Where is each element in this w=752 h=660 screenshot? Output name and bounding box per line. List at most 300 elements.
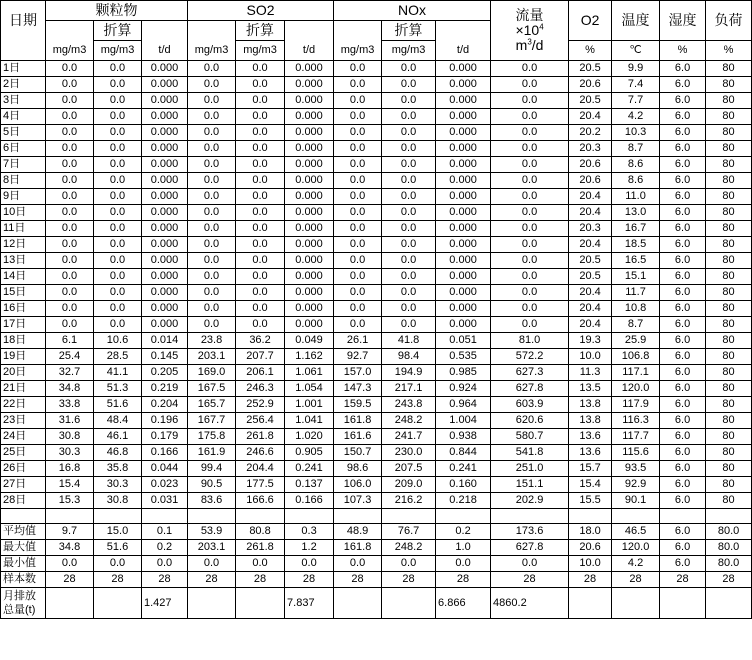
cell-nox-converted: 0.0 — [382, 141, 436, 157]
cell-particulate-converted: 0.0 — [94, 317, 142, 333]
cell-so2-converted: 252.9 — [236, 397, 285, 413]
total-label: 月排放总量(t) — [1, 588, 46, 619]
cell-nox-converted: 0.0 — [382, 205, 436, 221]
cell-particulate-converted: 48.4 — [94, 413, 142, 429]
cell-so2: 0.0 — [188, 141, 236, 157]
cell-temp: 117.9 — [612, 397, 660, 413]
cell-so2-converted: 177.5 — [236, 477, 285, 493]
cell-date: 9日 — [1, 189, 46, 205]
cell-particulate-converted: 0.0 — [94, 221, 142, 237]
flow-header-unit-tail: /d — [531, 37, 544, 53]
cell-nox-converted: 41.8 — [382, 333, 436, 349]
cell-particulate: 34.8 — [46, 381, 94, 397]
cell-so2-converted: 80.8 — [236, 524, 285, 540]
cell-so2-td: 1.001 — [285, 397, 334, 413]
cell-humidity: 6.0 — [660, 349, 706, 365]
cell-date: 样本数 — [1, 572, 46, 588]
cell-nox: 98.6 — [334, 461, 382, 477]
cell-humidity: 6.0 — [660, 365, 706, 381]
cell-humidity: 6.0 — [660, 173, 706, 189]
cell-nox-converted: 0.0 — [382, 173, 436, 189]
cell-nox-converted: 230.0 — [382, 445, 436, 461]
cell-nox-td: 0.000 — [436, 157, 491, 173]
cell-so2-converted: 0.0 — [236, 157, 285, 173]
cell-so2-td: 0.000 — [285, 93, 334, 109]
cell-so2-converted: 246.3 — [236, 381, 285, 397]
cell-humidity: 28 — [660, 572, 706, 588]
cell-so2-converted: 0.0 — [236, 556, 285, 572]
cell-temp: 8.6 — [612, 157, 660, 173]
cell-so2-converted: 261.8 — [236, 540, 285, 556]
cell-so2-td: 0.000 — [285, 237, 334, 253]
cell-humidity: 6.0 — [660, 109, 706, 125]
cell-nox: 28 — [334, 572, 382, 588]
cell-o2: 15.7 — [569, 461, 612, 477]
cell-nox: 26.1 — [334, 333, 382, 349]
cell-nox-td: 0.000 — [436, 269, 491, 285]
cell-so2-td: 1.054 — [285, 381, 334, 397]
cell-temp: 120.0 — [612, 540, 660, 556]
cell-flow: 0.0 — [491, 253, 569, 269]
cell-so2-converted: 0.0 — [236, 253, 285, 269]
cell-o2: 13.5 — [569, 381, 612, 397]
cell-nox-td: 0.000 — [436, 173, 491, 189]
cell-load: 80 — [706, 141, 752, 157]
cell-particulate: 0.0 — [46, 556, 94, 572]
cell-load: 80 — [706, 397, 752, 413]
cell-humidity: 6.0 — [660, 77, 706, 93]
cell-humidity: 6.0 — [660, 157, 706, 173]
cell-particulate-td: 0.023 — [142, 477, 188, 493]
cell-o2: 20.4 — [569, 109, 612, 125]
stats-row — [1, 556, 752, 572]
cell-nox: 0.0 — [334, 141, 382, 157]
cell-temp: 25.9 — [612, 333, 660, 349]
cell-so2-td: 1.020 — [285, 429, 334, 445]
table-row — [1, 285, 752, 301]
cell-nox-converted: 248.2 — [382, 540, 436, 556]
cell-flow: 0.0 — [491, 109, 569, 125]
cell-humidity: 6.0 — [660, 61, 706, 77]
cell-nox-td: 0.000 — [436, 237, 491, 253]
cell-so2-converted: 204.4 — [236, 461, 285, 477]
cell-nox-converted: 0.0 — [382, 301, 436, 317]
cell-flow: 572.2 — [491, 349, 569, 365]
table-row — [1, 221, 752, 237]
cell-particulate-td: 0.179 — [142, 429, 188, 445]
cell-nox: 107.3 — [334, 493, 382, 509]
cell-nox-converted: 0.0 — [382, 77, 436, 93]
cell-so2-converted: 0.0 — [236, 109, 285, 125]
cell-o2: 15.4 — [569, 477, 612, 493]
cell-particulate-td: 0.000 — [142, 141, 188, 157]
cell-load: 80.0 — [706, 524, 752, 540]
cell-temp: 4.2 — [612, 556, 660, 572]
cell-date: 25日 — [1, 445, 46, 461]
cell-so2: 0.0 — [188, 301, 236, 317]
cell-o2: 19.3 — [569, 333, 612, 349]
cell-flow: 620.6 — [491, 413, 569, 429]
cell-particulate: 0.0 — [46, 157, 94, 173]
stats-row — [1, 524, 752, 540]
cell-so2-td: 0.000 — [285, 173, 334, 189]
cell-so2-td: 1.2 — [285, 540, 334, 556]
cell-date: 6日 — [1, 141, 46, 157]
header-row-3 — [1, 41, 752, 61]
cell-so2: 167.5 — [188, 381, 236, 397]
particulate-unit: mg/m3 — [46, 41, 94, 61]
cell-flow: 603.9 — [491, 397, 569, 413]
cell-so2-converted: 246.6 — [236, 445, 285, 461]
table-row — [1, 333, 752, 349]
cell-nox-td: 0.2 — [436, 524, 491, 540]
cell-so2-converted: 0.0 — [236, 205, 285, 221]
cell-flow: 173.6 — [491, 524, 569, 540]
cell-so2-td: 0.000 — [285, 61, 334, 77]
cell-so2: 203.1 — [188, 540, 236, 556]
cell-so2-td: 0.0 — [285, 556, 334, 572]
cell-nox-converted: 207.5 — [382, 461, 436, 477]
cell-humidity: 6.0 — [660, 397, 706, 413]
cell-date: 平均值 — [1, 524, 46, 540]
cell-o2: 11.3 — [569, 365, 612, 381]
cell-particulate-converted: 0.0 — [94, 93, 142, 109]
cell-load: 80 — [706, 125, 752, 141]
cell-particulate-converted: 28 — [94, 572, 142, 588]
cell-particulate-converted: 0.0 — [94, 141, 142, 157]
cell-so2: 0.0 — [188, 77, 236, 93]
cell-nox-td: 0.844 — [436, 445, 491, 461]
cell-humidity: 6.0 — [660, 540, 706, 556]
cell-particulate: 25.4 — [46, 349, 94, 365]
cell-o2: 20.4 — [569, 317, 612, 333]
cell-temp: 28 — [612, 572, 660, 588]
cell-so2: 90.5 — [188, 477, 236, 493]
cell-nox-converted: 0.0 — [382, 109, 436, 125]
cell-nox-converted: 76.7 — [382, 524, 436, 540]
table-row — [1, 269, 752, 285]
cell-o2: 20.6 — [569, 540, 612, 556]
cell-o2: 20.4 — [569, 189, 612, 205]
cell-humidity: 6.0 — [660, 125, 706, 141]
cell-so2-converted: 28 — [236, 572, 285, 588]
cell-so2-converted: 0.0 — [236, 173, 285, 189]
cell-nox-td: 0.985 — [436, 365, 491, 381]
cell-temp: 120.0 — [612, 381, 660, 397]
cell-so2: 0.0 — [188, 189, 236, 205]
cell-so2-td: 0.000 — [285, 285, 334, 301]
cell-flow: 251.0 — [491, 461, 569, 477]
cell-particulate: 15.4 — [46, 477, 94, 493]
cell-so2-converted: 0.0 — [236, 269, 285, 285]
cell-so2: 83.6 — [188, 493, 236, 509]
cell-o2: 20.3 — [569, 221, 612, 237]
table-row — [1, 189, 752, 205]
table-row — [1, 445, 752, 461]
cell-nox-converted: 28 — [382, 572, 436, 588]
cell-so2-td: 0.000 — [285, 141, 334, 157]
so2-converted-header: 折算 — [236, 21, 285, 41]
cell-o2: 10.0 — [569, 349, 612, 365]
cell-temp: 11.0 — [612, 189, 660, 205]
cell-temp: 16.7 — [612, 221, 660, 237]
cell-humidity: 6.0 — [660, 301, 706, 317]
cell-temp: 13.0 — [612, 205, 660, 221]
cell-so2: 0.0 — [188, 269, 236, 285]
cell-so2: 0.0 — [188, 317, 236, 333]
cell-humidity: 6.0 — [660, 477, 706, 493]
cell-so2-td: 1.061 — [285, 365, 334, 381]
particulate-converted-header: 折算 — [94, 21, 142, 41]
cell-so2-td: 0.905 — [285, 445, 334, 461]
cell-flow: 28 — [491, 572, 569, 588]
cell-so2: 0.0 — [188, 205, 236, 221]
cell-load: 80 — [706, 109, 752, 125]
cell-particulate-converted: 0.0 — [94, 285, 142, 301]
cell-nox: 161.8 — [334, 413, 382, 429]
cell-so2-td: 0.000 — [285, 301, 334, 317]
cell-so2-td: 0.000 — [285, 221, 334, 237]
cell-so2-converted: 0.0 — [236, 93, 285, 109]
cell-particulate-converted: 0.0 — [94, 269, 142, 285]
cell-date: 26日 — [1, 461, 46, 477]
total-row — [1, 588, 752, 619]
cell-particulate-converted: 30.3 — [94, 477, 142, 493]
cell-so2-converted: 0.0 — [236, 317, 285, 333]
flow-header-label: 流量 — [515, 7, 544, 23]
cell-particulate-td: 0.000 — [142, 317, 188, 333]
cell-particulate-td: 0.000 — [142, 77, 188, 93]
cell-flow: 0.0 — [491, 141, 569, 157]
cell-so2: 169.0 — [188, 365, 236, 381]
cell-nox-td: 0.000 — [436, 189, 491, 205]
cell-so2: 0.0 — [188, 173, 236, 189]
cell-so2-td: 0.049 — [285, 333, 334, 349]
cell-particulate-converted: 10.6 — [94, 333, 142, 349]
cell-particulate-converted: 0.0 — [94, 301, 142, 317]
cell-nox-td: 0.000 — [436, 285, 491, 301]
cell-temp: 93.5 — [612, 461, 660, 477]
cell-so2-converted: 0.0 — [236, 189, 285, 205]
cell-date: 最小值 — [1, 556, 46, 572]
flow-header-unit-exp: 3 — [527, 37, 532, 47]
cell-so2-converted: 0.0 — [236, 61, 285, 77]
cell-nox-td: 0.938 — [436, 429, 491, 445]
cell-particulate-td: 0.000 — [142, 157, 188, 173]
cell-nox: 0.0 — [334, 109, 382, 125]
spacer-row — [1, 509, 752, 524]
cell-particulate: 0.0 — [46, 173, 94, 189]
cell-so2: 0.0 — [188, 285, 236, 301]
cell-load: 80 — [706, 301, 752, 317]
particulate-converted-unit: mg/m3 — [94, 41, 142, 61]
cell-load: 80 — [706, 269, 752, 285]
cell-particulate-td: 0.000 — [142, 253, 188, 269]
cell-o2: 13.6 — [569, 445, 612, 461]
cell-particulate: 0.0 — [46, 253, 94, 269]
table-row — [1, 365, 752, 381]
cell-so2: 0.0 — [188, 556, 236, 572]
cell-particulate-converted: 0.0 — [94, 173, 142, 189]
cell-temp: 18.5 — [612, 237, 660, 253]
cell-so2-converted: 206.1 — [236, 365, 285, 381]
cell-particulate-converted: 0.0 — [94, 109, 142, 125]
cell-so2: 0.0 — [188, 61, 236, 77]
cell-particulate-converted: 0.0 — [94, 237, 142, 253]
cell-particulate: 9.7 — [46, 524, 94, 540]
cell-nox: 106.0 — [334, 477, 382, 493]
cell-temp: 15.1 — [612, 269, 660, 285]
cell-particulate-td: 0.2 — [142, 540, 188, 556]
cell-so2: 0.0 — [188, 237, 236, 253]
cell-o2: 20.4 — [569, 285, 612, 301]
cell-load: 80 — [706, 413, 752, 429]
table-row — [1, 413, 752, 429]
cell-date: 5日 — [1, 125, 46, 141]
cell-particulate-converted: 0.0 — [94, 157, 142, 173]
table-row — [1, 157, 752, 173]
cell-flow: 0.0 — [491, 237, 569, 253]
cell-temp: 117.1 — [612, 365, 660, 381]
cell-so2-td: 0.000 — [285, 77, 334, 93]
cell-load: 80 — [706, 93, 752, 109]
cell-particulate: 0.0 — [46, 125, 94, 141]
table-row — [1, 349, 752, 365]
cell-nox: 0.0 — [334, 173, 382, 189]
cell-load: 80 — [706, 221, 752, 237]
cell-date: 22日 — [1, 397, 46, 413]
cell-particulate-converted: 0.0 — [94, 125, 142, 141]
cell-temp: 8.6 — [612, 173, 660, 189]
cell-flow: 0.0 — [491, 189, 569, 205]
cell-load: 80 — [706, 445, 752, 461]
nox-header: NOx — [334, 1, 491, 21]
cell-o2: 10.0 — [569, 556, 612, 572]
cell-o2: 13.8 — [569, 397, 612, 413]
cell-load: 80 — [706, 205, 752, 221]
cell-load: 28 — [706, 572, 752, 588]
cell-so2: 203.1 — [188, 349, 236, 365]
cell-so2: 99.4 — [188, 461, 236, 477]
cell-nox-converted: 0.0 — [382, 157, 436, 173]
flow-header-unit-m: m — [515, 37, 528, 53]
cell-particulate-converted: 35.8 — [94, 461, 142, 477]
cell-date: 最大值 — [1, 540, 46, 556]
cell-temp: 10.8 — [612, 301, 660, 317]
cell-so2-td: 0.000 — [285, 157, 334, 173]
cell-flow: 580.7 — [491, 429, 569, 445]
cell-flow: 0.0 — [491, 285, 569, 301]
cell-particulate-converted: 41.1 — [94, 365, 142, 381]
cell-date: 28日 — [1, 493, 46, 509]
cell-load: 80 — [706, 317, 752, 333]
cell-particulate: 0.0 — [46, 61, 94, 77]
cell-particulate: 0.0 — [46, 141, 94, 157]
humidity-header: 湿度 — [660, 1, 706, 41]
cell-so2-converted: 261.8 — [236, 429, 285, 445]
cell-so2-td: 0.000 — [285, 189, 334, 205]
cell-flow: 0.0 — [491, 317, 569, 333]
cell-so2-td: 28 — [285, 572, 334, 588]
cell-o2: 20.6 — [569, 173, 612, 189]
cell-particulate-converted: 0.0 — [94, 189, 142, 205]
cell-nox-td: 0.000 — [436, 61, 491, 77]
table-row — [1, 301, 752, 317]
cell-humidity: 6.0 — [660, 141, 706, 157]
cell-so2-td: 0.000 — [285, 205, 334, 221]
cell-nox-converted: 243.8 — [382, 397, 436, 413]
cell-so2-converted: 166.6 — [236, 493, 285, 509]
cell-temp: 9.9 — [612, 61, 660, 77]
cell-particulate: 0.0 — [46, 189, 94, 205]
total-nox: 6.866 — [436, 588, 491, 619]
cell-so2-td: 0.241 — [285, 461, 334, 477]
cell-humidity: 6.0 — [660, 269, 706, 285]
cell-so2-converted: 0.0 — [236, 77, 285, 93]
cell-so2-converted: 0.0 — [236, 125, 285, 141]
table-row — [1, 125, 752, 141]
cell-date: 1日 — [1, 61, 46, 77]
cell-so2: 23.8 — [188, 333, 236, 349]
cell-date: 10日 — [1, 205, 46, 221]
cell-so2: 161.9 — [188, 445, 236, 461]
particulate-td-unit: t/d — [142, 41, 188, 61]
cell-nox: 0.0 — [334, 77, 382, 93]
flow-header-exp: 4 — [539, 22, 544, 32]
cell-particulate: 0.0 — [46, 301, 94, 317]
cell-date: 14日 — [1, 269, 46, 285]
cell-so2-converted: 0.0 — [236, 237, 285, 253]
humidity-unit: % — [660, 41, 706, 61]
cell-nox: 0.0 — [334, 157, 382, 173]
cell-nox-td: 0.218 — [436, 493, 491, 509]
cell-particulate-td: 0.145 — [142, 349, 188, 365]
so2-converted-unit: mg/m3 — [236, 41, 285, 61]
cell-temp: 116.3 — [612, 413, 660, 429]
cell-particulate: 6.1 — [46, 333, 94, 349]
cell-load: 80 — [706, 493, 752, 509]
o2-unit: % — [569, 41, 612, 61]
cell-nox: 0.0 — [334, 93, 382, 109]
cell-load: 80 — [706, 349, 752, 365]
cell-so2: 0.0 — [188, 157, 236, 173]
cell-load: 80 — [706, 333, 752, 349]
cell-date: 18日 — [1, 333, 46, 349]
cell-nox: 92.7 — [334, 349, 382, 365]
cell-particulate: 0.0 — [46, 109, 94, 125]
cell-nox-converted: 0.0 — [382, 189, 436, 205]
cell-nox-converted: 98.4 — [382, 349, 436, 365]
so2-unit: mg/m3 — [188, 41, 236, 61]
cell-particulate: 0.0 — [46, 269, 94, 285]
cell-so2-td: 1.162 — [285, 349, 334, 365]
cell-load: 80 — [706, 173, 752, 189]
cell-nox: 0.0 — [334, 269, 382, 285]
header-row-1 — [1, 1, 752, 21]
cell-date: 27日 — [1, 477, 46, 493]
cell-o2: 28 — [569, 572, 612, 588]
cell-humidity: 6.0 — [660, 524, 706, 540]
cell-particulate: 28 — [46, 572, 94, 588]
table-row — [1, 237, 752, 253]
cell-particulate-td: 0.000 — [142, 61, 188, 77]
cell-particulate: 0.0 — [46, 285, 94, 301]
cell-particulate-converted: 0.0 — [94, 253, 142, 269]
cell-so2: 53.9 — [188, 524, 236, 540]
cell-date: 7日 — [1, 157, 46, 173]
cell-nox: 0.0 — [334, 317, 382, 333]
cell-so2: 0.0 — [188, 93, 236, 109]
